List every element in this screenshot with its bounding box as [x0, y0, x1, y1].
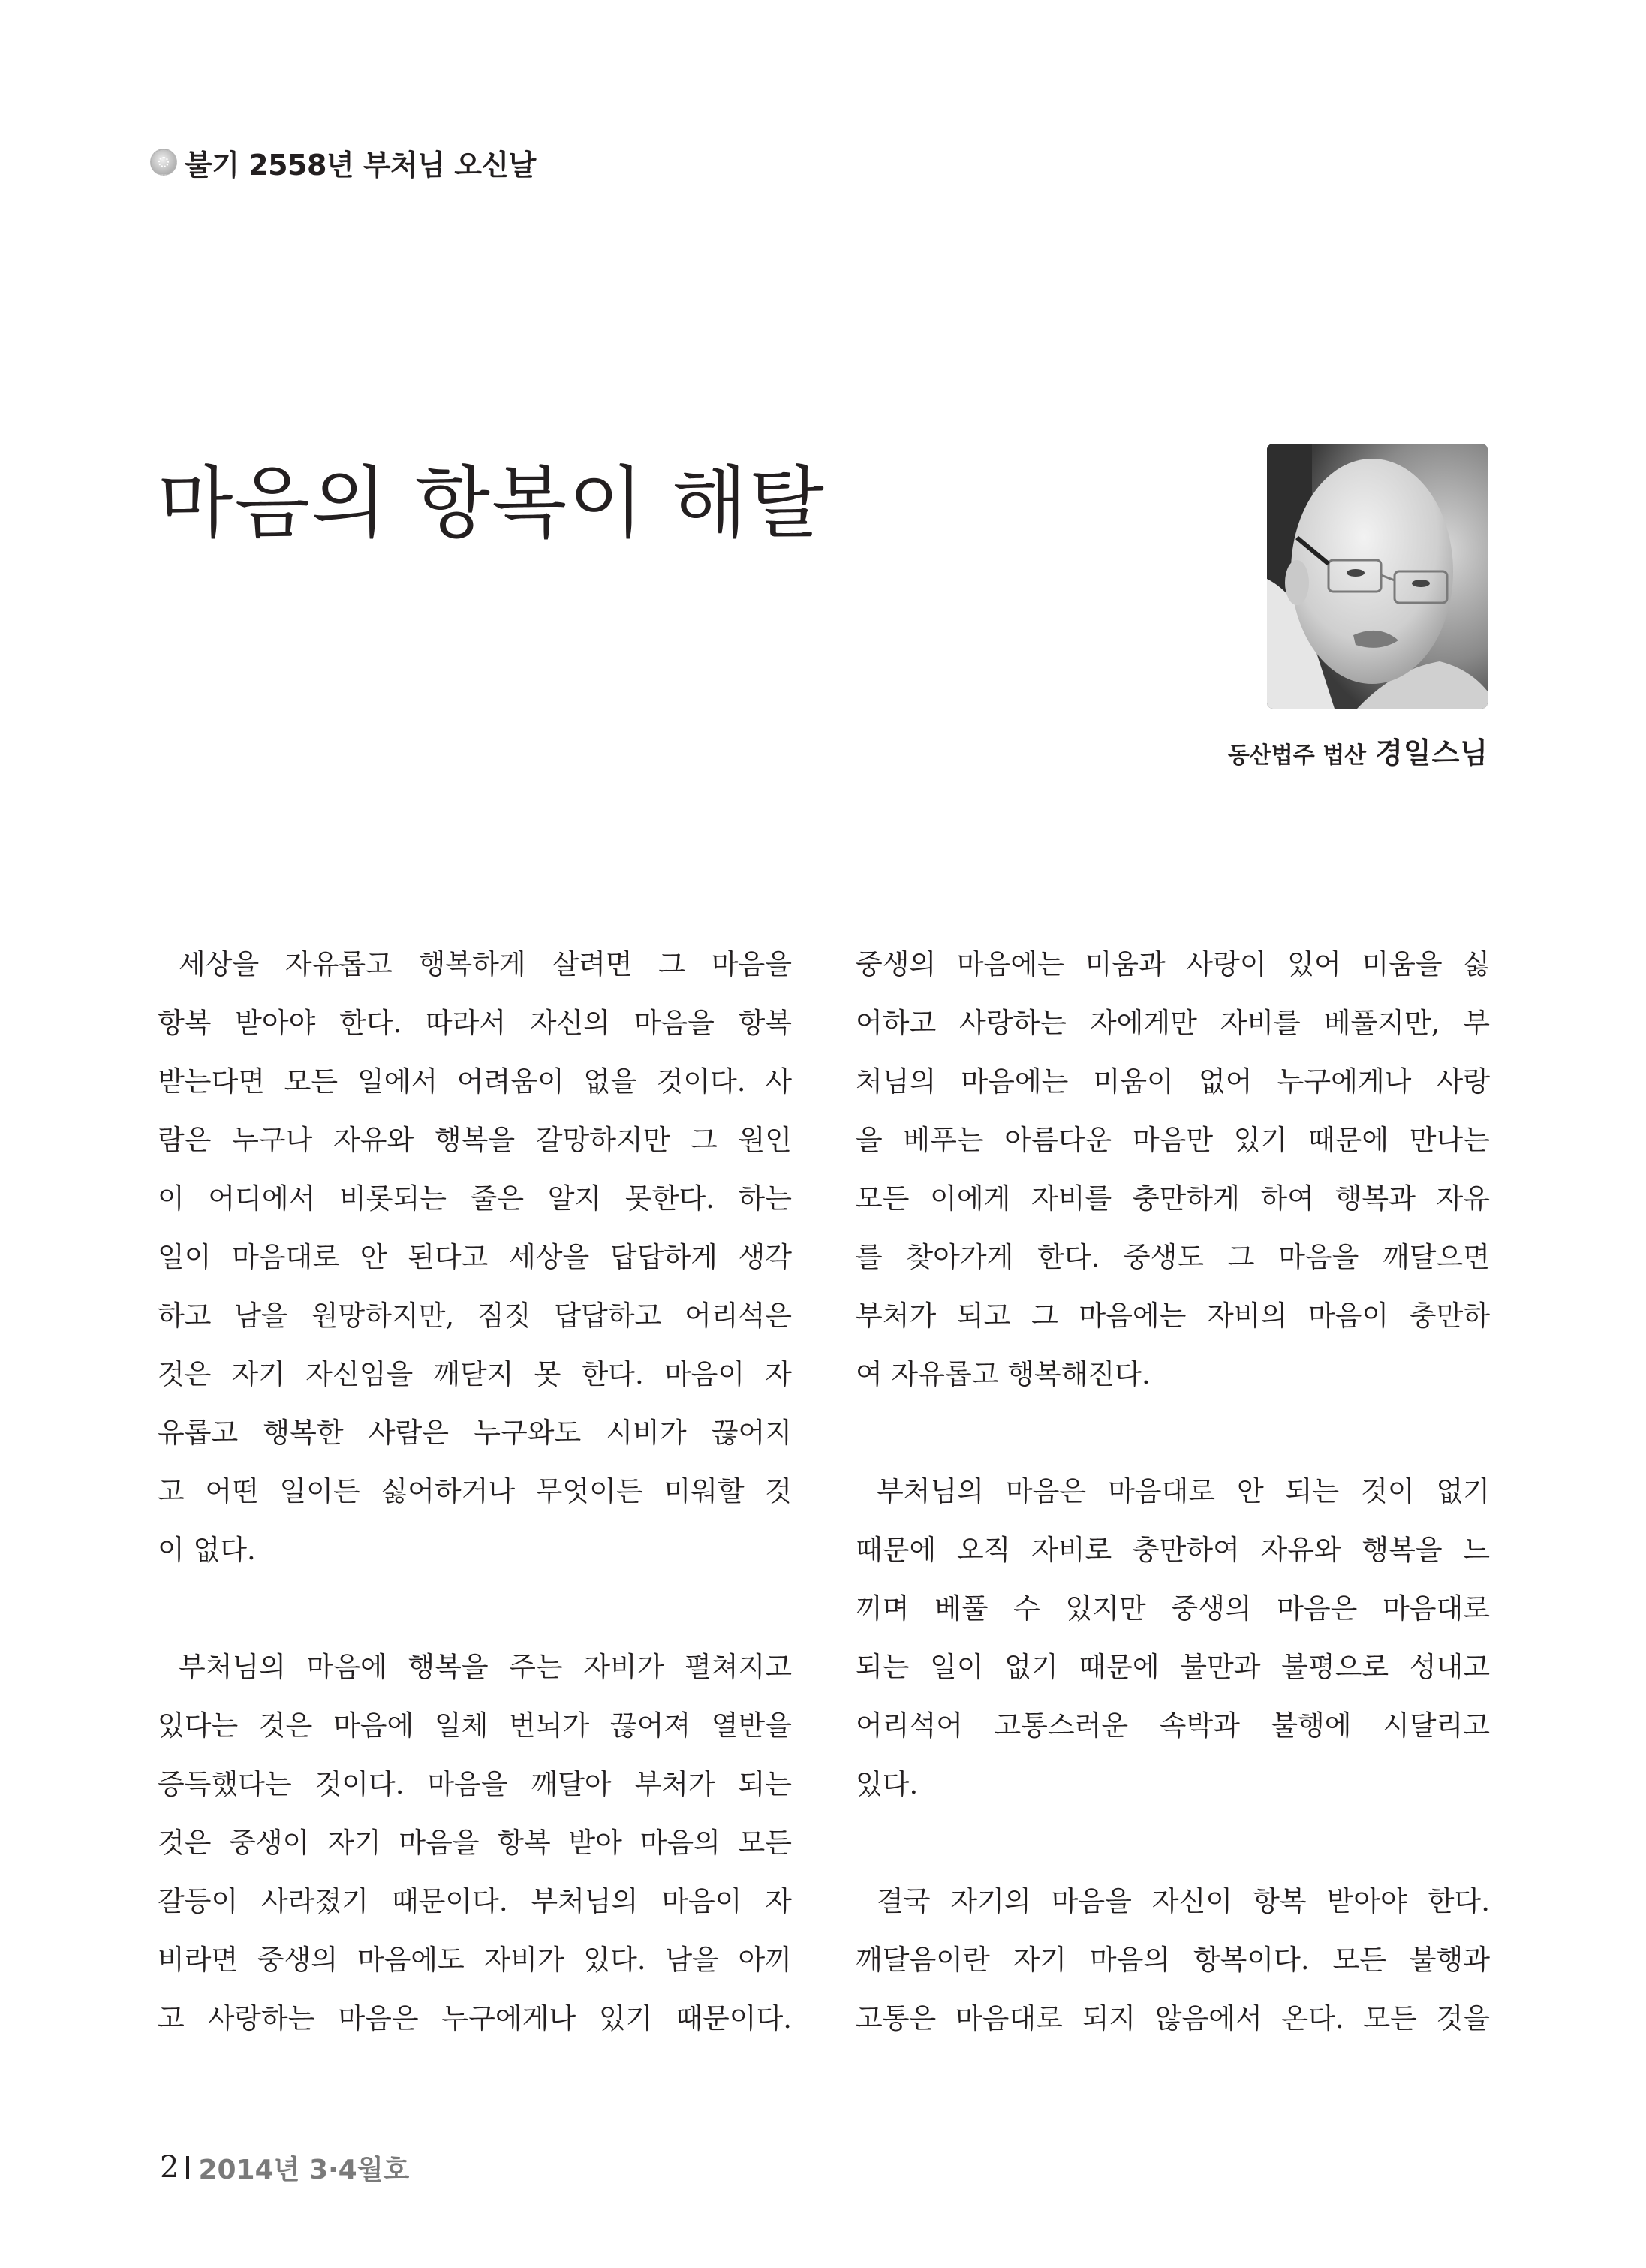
- article-line: 비라면 중생의 마음에도 자비가 있다. 남을 아끼: [158, 1944, 792, 1976]
- article-line: 고통은 마음대로 되지 않음에서 온다. 모든 것을: [856, 2002, 1490, 2035]
- article-line: 부처님의 마음에 행복을 주는 자비가 펼쳐지고: [179, 1651, 792, 1683]
- article-line: 이 없다.: [158, 1534, 256, 1566]
- article-line: 일이 마음대로 안 된다고 세상을 답답하게 생각: [158, 1241, 792, 1273]
- article-column-right: [856, 942, 1490, 2083]
- article-line: 것은 중생이 자기 마음을 항복 받아 마음의 모든: [158, 1827, 792, 1859]
- article-line: 고 사랑하는 마음은 누구에게나 있기 때문이다.: [158, 2002, 792, 2035]
- article-line: 부처님의 마음은 마음대로 안 되는 것이 없기: [877, 1475, 1490, 1507]
- article-line: 유롭고 행복한 사람은 누구와도 시비가 끊어지: [158, 1417, 792, 1449]
- article-line: 어리석어 고통스러운 속박과 불행에 시달리고: [856, 1709, 1490, 1742]
- lotus-emblem-icon: [150, 149, 177, 176]
- article-line: 처님의 마음에는 미움이 없어 누구에게나 사랑: [856, 1065, 1490, 1098]
- article-line: 모든 이에게 자비를 충만하게 하여 행복과 자유: [856, 1182, 1490, 1215]
- article-line: 있다.: [856, 1768, 919, 1800]
- article-line: 받는다면 모든 일에서 어려움이 없을 것이다. 사: [158, 1065, 792, 1098]
- article-line: 하고 남을 원망하지만, 짐짓 답답하고 어리석은: [158, 1300, 792, 1332]
- article-line: 깨달음이란 자기 마음의 항복이다. 모든 불행과: [856, 1944, 1490, 1976]
- article-line: 람은 누구나 자유와 행복을 갈망하지만 그 원인: [158, 1124, 792, 1156]
- article-line: 중생의 마음에는 미움과 사랑이 있어 미움을 싫: [856, 948, 1490, 980]
- section-label: 불기 2558년 부처님 오신날: [185, 148, 536, 182]
- article-line: 항복 받아야 한다. 따라서 자신의 마음을 항복: [158, 1007, 792, 1039]
- page-number: 2: [160, 2150, 179, 2185]
- author-name: 경일스님: [1375, 736, 1488, 770]
- author-org: 동산법주 법산: [1227, 742, 1367, 769]
- article-line: 이 어디에서 비롯되는 줄은 알지 못한다. 하는: [158, 1182, 792, 1215]
- article-line: 되는 일이 없기 때문에 불만과 불평으로 성내고: [856, 1651, 1490, 1683]
- article-line: 를 찾아가게 한다. 중생도 그 마음을 깨달으면: [856, 1241, 1490, 1273]
- article-line: 고 어떤 일이든 싫어하거나 무엇이든 미워할 것: [158, 1475, 792, 1507]
- article-line: 갈등이 사라졌기 때문이다. 부처님의 마음이 자: [158, 1885, 792, 1917]
- page-footer: [160, 2149, 409, 2186]
- article-title: 마음의 항복이 해탈: [158, 457, 826, 549]
- article-line: 을 베푸는 아름다운 마음만 있기 때문에 만나는: [856, 1124, 1490, 1156]
- section-header: [150, 144, 536, 180]
- article-line: 있다는 것은 마음에 일체 번뇌가 끊어져 열반을: [158, 1709, 792, 1742]
- issue-label: 2014년 3·4월호: [198, 2154, 410, 2185]
- footer-divider: [186, 2156, 189, 2179]
- author-portrait-image: [1267, 444, 1488, 709]
- author-byline: [1227, 730, 1488, 770]
- article-line: 증득했다는 것이다. 마음을 깨달아 부처가 되는: [158, 1768, 792, 1800]
- article-line: 결국 자기의 마음을 자신이 항복 받아야 한다.: [877, 1885, 1490, 1917]
- article-line: 부처가 되고 그 마음에는 자비의 마음이 충만하: [856, 1300, 1490, 1332]
- article-line: 것은 자기 자신임을 깨닫지 못 한다. 마음이 자: [158, 1358, 792, 1390]
- article-line: 때문에 오직 자비로 충만하여 자유와 행복을 느: [856, 1534, 1490, 1566]
- article-line: 끼며 베풀 수 있지만 중생의 마음은 마음대로: [856, 1592, 1490, 1625]
- article-line: 여 자유롭고 행복해진다.: [856, 1358, 1151, 1390]
- article-line: 어하고 사랑하는 자에게만 자비를 베풀지만, 부: [856, 1007, 1490, 1039]
- author-photo: [1267, 444, 1488, 709]
- article-line: 세상을 자유롭고 행복하게 살려면 그 마음을: [179, 948, 792, 980]
- article-column-left: [158, 942, 792, 2083]
